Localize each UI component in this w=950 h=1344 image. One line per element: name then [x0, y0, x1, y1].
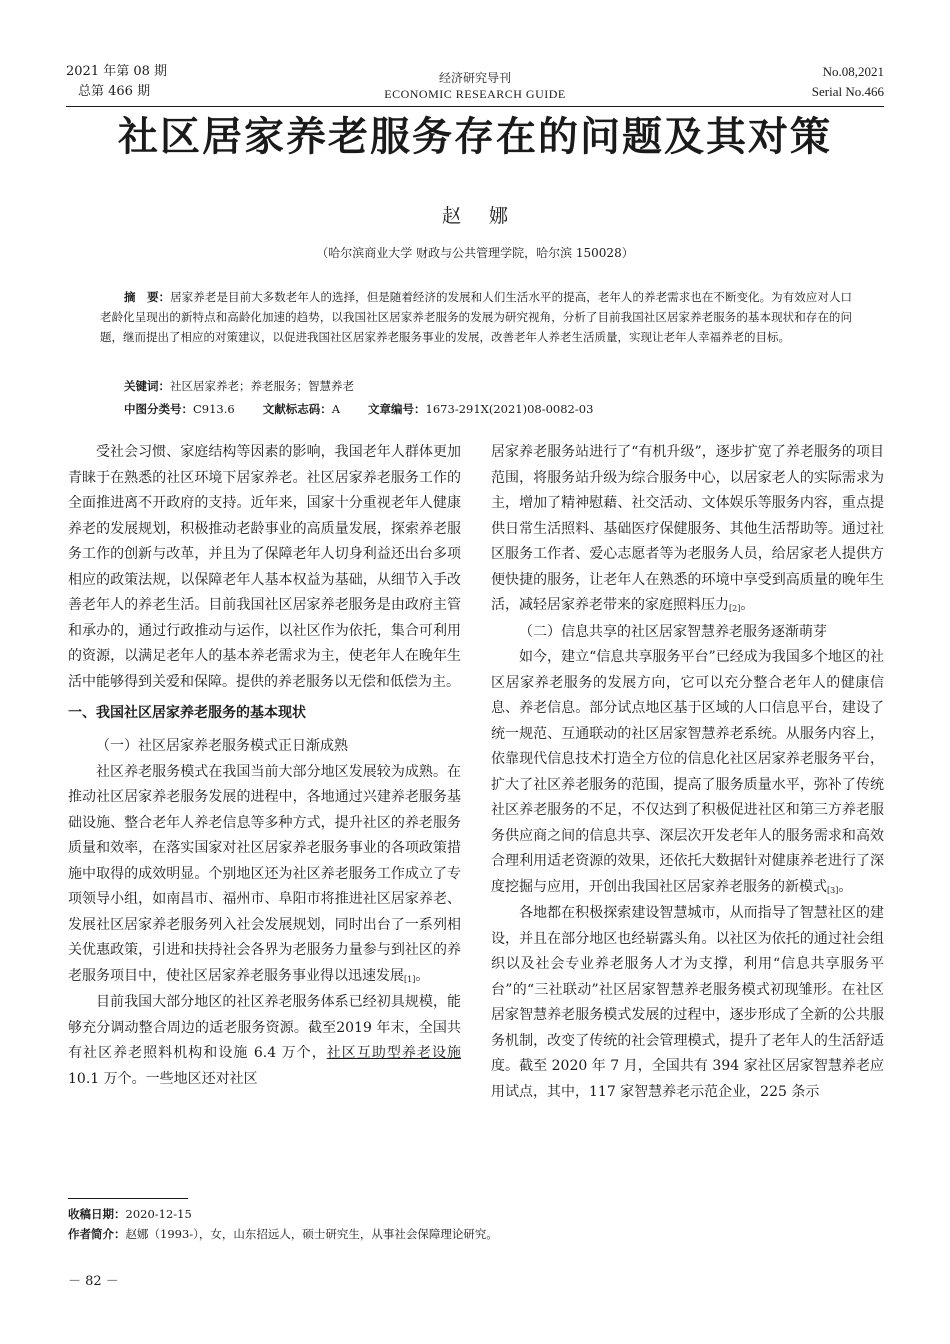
- paragraph-text: 社区养老服务模式在我国当前大部分地区发展较为成熟。在推动社区居家养老服务发展的进程中，各地通过兴建养老服务基础设施、整合老年人养老信息等多种方式，提升社区的养老服务质量和效率，在落实国家对社区居家养老服务事业的各项政策措施中取得的成效明显。个别地区还为社区养老服务工作成立了专项领导小组，如南昌市、福州市、阜阳市将推进社区居家养老、发展社区居家养老服务列入社会发展规划，同时出台了一系列相关优惠政策，引进和扶持社会各界为老服务力量参与到社区的养老服务项目中，使社区居家养老服务事业得以迅速发展: [68, 763, 461, 984]
- abstract-label: 摘 要：: [124, 290, 171, 304]
- clc-label: 中图分类号：: [124, 402, 193, 416]
- issue-total: 总第 466 期: [78, 84, 151, 99]
- received-date: [68, 1204, 868, 1224]
- received-value: 2020-12-15: [125, 1207, 192, 1221]
- classification-line: [124, 399, 852, 419]
- keywords-text: 社区居家养老；养老服务；智慧养老: [170, 379, 354, 393]
- author-name: 赵娜: [441, 205, 536, 227]
- clc-value: C913.6: [193, 402, 235, 416]
- journal-name-cn: 经济研究导刊: [438, 71, 511, 85]
- right-column: [491, 440, 884, 1105]
- body-paragraph: 受社会习惯、家庭结构等因素的影响，我国老年人群体更加青睐于在熟悉的社区环境下居家养老。社区居家养老服务工作的全面推进离不开政府的支持。近年来，国家十分重视老年人健康养老的发展规划，积极推动老龄事业的高质量发展，探索养老服务工作的创新与改革，并且为了保障老年人切身利益还出台多项相应的政策法规，以保障老年人基本权益为基础，从细节入手改善老年人的养老生活。目前我国社区居家养老服务是由政府主管和承办的，通过行政推动与运作，以社区作为依托，集合可利用的资源，以满足老年人的基本养老需求为主，使老年人在晚年生活中能够得到关爱和保障。提供的养老服务以无偿和低偿为主。: [68, 444, 461, 690]
- end-mark: 。: [740, 597, 755, 613]
- abstract-text: 居家养老是目前大多数老年人的选择，但是随着经济的发展和人们生活水平的提高，老年人的养老需求也在不断变化。为有效应对人口老龄化呈现出的新特点和高龄化加速的趋势，以我国社区居家养老服务的发展为研究视角，分析了目前我国社区居家养老服务的基本现状和存在的问题，继而提出了相应的对策建议，以促进我国社区居家养老服务事业的发展，改善老年人养老生活质量，实现让老年人幸福养老的目标。: [100, 290, 853, 344]
- journal-name-en: ECONOMIC RESEARCH GUIDE: [384, 87, 566, 101]
- doc-code-value: A: [331, 402, 341, 416]
- article-no-label: 文章编号：: [368, 402, 426, 416]
- article-no-value: 1673-291X(2021)08-0082-03: [425, 402, 594, 416]
- section-heading: 一、我国社区居家养老服务的基本现状: [68, 705, 306, 721]
- body-paragraph: [491, 440, 884, 620]
- journal-name: [360, 70, 590, 102]
- keywords-label: 关键词：: [124, 379, 170, 393]
- serial-number: Serial No.466: [811, 84, 884, 99]
- end-mark: 。: [415, 967, 430, 984]
- author-affiliation: （哈尔滨商业大学 财政与公共管理学院，哈尔滨 150028）: [316, 246, 634, 260]
- end-mark: 。: [838, 878, 853, 895]
- serial-info: [724, 62, 884, 102]
- footnotes: [68, 1204, 868, 1244]
- citation-ref[interactable]: [1]: [404, 974, 416, 984]
- keywords: [124, 376, 852, 396]
- footnote-rule: [68, 1198, 188, 1199]
- body-paragraph: [491, 645, 884, 901]
- bio-label: 作者简介：: [68, 1227, 126, 1241]
- underlined-text: 社区互助型养老设施: [326, 1045, 461, 1061]
- paragraph-text: 如今，建立“信息共享服务平台”已经成为我国多个地区的社区居家养老服务的发展方向，它可以充分整合老年人的健康信息、养老信息。部分试点地区基于区域的人口信息平台，建设了统一规范、互通联动的社区居家智慧养老系统。从服务内容上，依靠现代信息技术打造全方位的信息化社区居家养老服务平台，扩大了社区养老服务的范围，提高了服务质量水平，弥补了传统社区养老服务的不足，不仅达到了积极促进社区和第三方养老服务供应商之间的信息共享、深层次开发老年人的服务需求和高效合理利用适老资源的效果，还依托大数据针对健康养老进行了深度挖掘与应用，开创出我国社区居家养老服务的新模式: [491, 649, 884, 895]
- body-paragraph: 各地都在积极探索建设智慧城市，从而指导了智慧社区的建设，并且在部分地区也经崭露头角。以社区为依托的通过社会组织以及社会专业养老服务人才为支撑，利用“信息共享服务平台”的“三社联动”社区居家智慧养老服务模式初现雏形。在社区居家智慧养老服务模式发展的过程中，逐步形成了全新的公共服务机制，改变了传统的社会管理模式，提升了老年人的生活舒适度。截至 2020 年 7 月，全国共有 394 家社区居家智慧养老应用试点，其中，117 家智慧养老示范企业，225 条示: [491, 905, 884, 1100]
- issue-info: [66, 62, 206, 102]
- received-label: 收稿日期：: [68, 1207, 126, 1221]
- subsection-heading: （一）社区居家养老服务模式正日渐成熟: [96, 738, 348, 754]
- citation-ref[interactable]: [3]: [827, 885, 839, 895]
- left-column: [68, 440, 461, 1092]
- paragraph-text: 目前我国大部分地区的社区养老服务体系已经初具规模，能够充分调动整合周边的适老服务资源。截至2019 年末，全国共有社区养老照料机构和设施 6.4 万个，: [68, 994, 461, 1061]
- abstract: [100, 287, 852, 347]
- citation-ref[interactable]: [2]: [729, 604, 741, 613]
- paper-title: 社区居家养老服务存在的问题及其对策: [118, 113, 832, 160]
- body-paragraph: [68, 990, 461, 1092]
- bio-text: 赵娜（1993-），女，山东招远人，硕士研究生，从事社会保障理论研究。: [125, 1227, 498, 1241]
- issue-year: 2021 年第 08 期: [66, 64, 168, 79]
- paragraph-text: 居家养老服务站进行了“有机升级”，逐步扩宽了养老服务的项目范围，将服务站升级为综合服务中心，以居家老人的实际需求为主，增加了精神慰藉、社交活动、文体娱乐等服务内容，重点提供日常生活照料、基础医疗保健服务、其他生活帮助等。通过社区服务工作者、爱心志愿者等为老服务人员，给居家老人提供方便快捷的服务，让老年人在熟悉的环境中享受到高质量的晚年生活，减轻居家养老带来的家庭照料压力: [491, 444, 884, 613]
- doc-code-label: 文献标志码：: [262, 402, 332, 416]
- issue-number: No.08,2021: [822, 64, 884, 79]
- body-paragraph: [68, 760, 461, 991]
- author-bio: [68, 1224, 868, 1244]
- page-number: － 82 －: [68, 1274, 119, 1289]
- subsection-heading: （二）信息共享的社区居家智慧养老服务逐渐萌芽: [519, 623, 827, 640]
- paragraph-text: 10.1 万个。一些地区还对社区: [68, 1070, 258, 1087]
- header-rule: [66, 106, 884, 107]
